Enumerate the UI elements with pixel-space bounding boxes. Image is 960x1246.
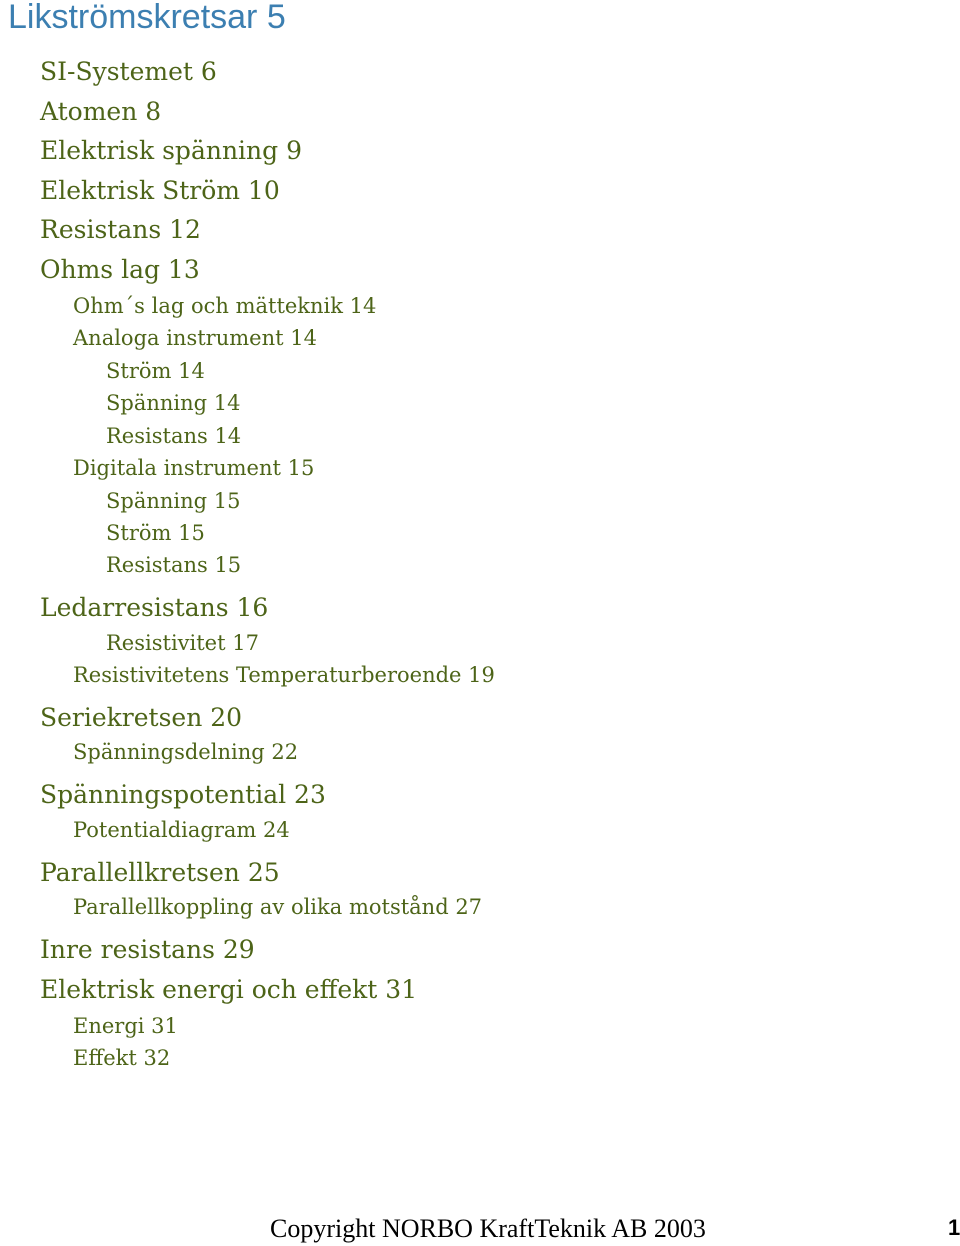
page-footer xyxy=(0,1210,960,1246)
toc-entry-level-2: Digitala instrument 15 xyxy=(73,456,315,481)
toc-entry-level-2: Parallellkoppling av olika motstånd 27 xyxy=(73,895,483,920)
toc-entry-level-2: Analoga instrument 14 xyxy=(73,326,317,351)
toc-entry-level-1: Spänningspotential 23 xyxy=(40,780,326,810)
toc-entry-level-1: Ohms lag 13 xyxy=(40,254,200,284)
toc-entry-level-3: Spänning 15 xyxy=(106,488,241,513)
toc-entry-level-1: Atomen 8 xyxy=(40,96,162,126)
table-of-contents xyxy=(0,52,940,1075)
toc-entry-level-3: Resistans 15 xyxy=(106,552,242,577)
toc-entry-level-2: Potentialdiagram 24 xyxy=(73,817,290,842)
toc-entry-level-3: Resistivitet 17 xyxy=(106,631,259,656)
toc-entry-level-3: Ström 15 xyxy=(106,521,205,546)
page-title: Likströmskretsar 5 xyxy=(8,0,286,36)
toc-entry-level-1: Ledarresistans 16 xyxy=(40,592,269,622)
toc-entry-level-3: Resistans 14 xyxy=(106,423,242,448)
toc-entry-level-2: Energi 31 xyxy=(73,1013,178,1038)
copyright-notice: Copyright NORBO KraftTeknik AB 2003 xyxy=(270,1214,706,1243)
page-number: 1 xyxy=(948,1215,960,1240)
toc-entry-level-1: Elektrisk energi och effekt 31 xyxy=(40,975,418,1005)
toc-entry-level-2: Spänningsdelning 22 xyxy=(73,740,299,765)
toc-entry-level-1: Elektrisk spänning 9 xyxy=(40,136,302,166)
toc-entry-level-1: Inre resistans 29 xyxy=(40,935,255,965)
toc-entry-level-1: Seriekretsen 20 xyxy=(40,702,243,732)
toc-entry-level-1: SI-Systemet 6 xyxy=(40,57,217,86)
toc-entry-level-1: Elektrisk Ström 10 xyxy=(40,175,280,205)
toc-entry-level-2: Resistivitetens Temperaturberoende 19 xyxy=(73,662,495,687)
toc-entry-level-2: Effekt 32 xyxy=(73,1046,171,1071)
toc-entry-level-3: Spänning 14 xyxy=(106,391,241,416)
toc-entry-level-1: Resistans 12 xyxy=(40,215,201,245)
toc-entry-level-1: Parallellkretsen 25 xyxy=(40,857,280,887)
toc-entry-level-2: Ohm´s lag och mätteknik 14 xyxy=(73,293,377,318)
toc-entry-level-3: Ström 14 xyxy=(106,358,205,383)
